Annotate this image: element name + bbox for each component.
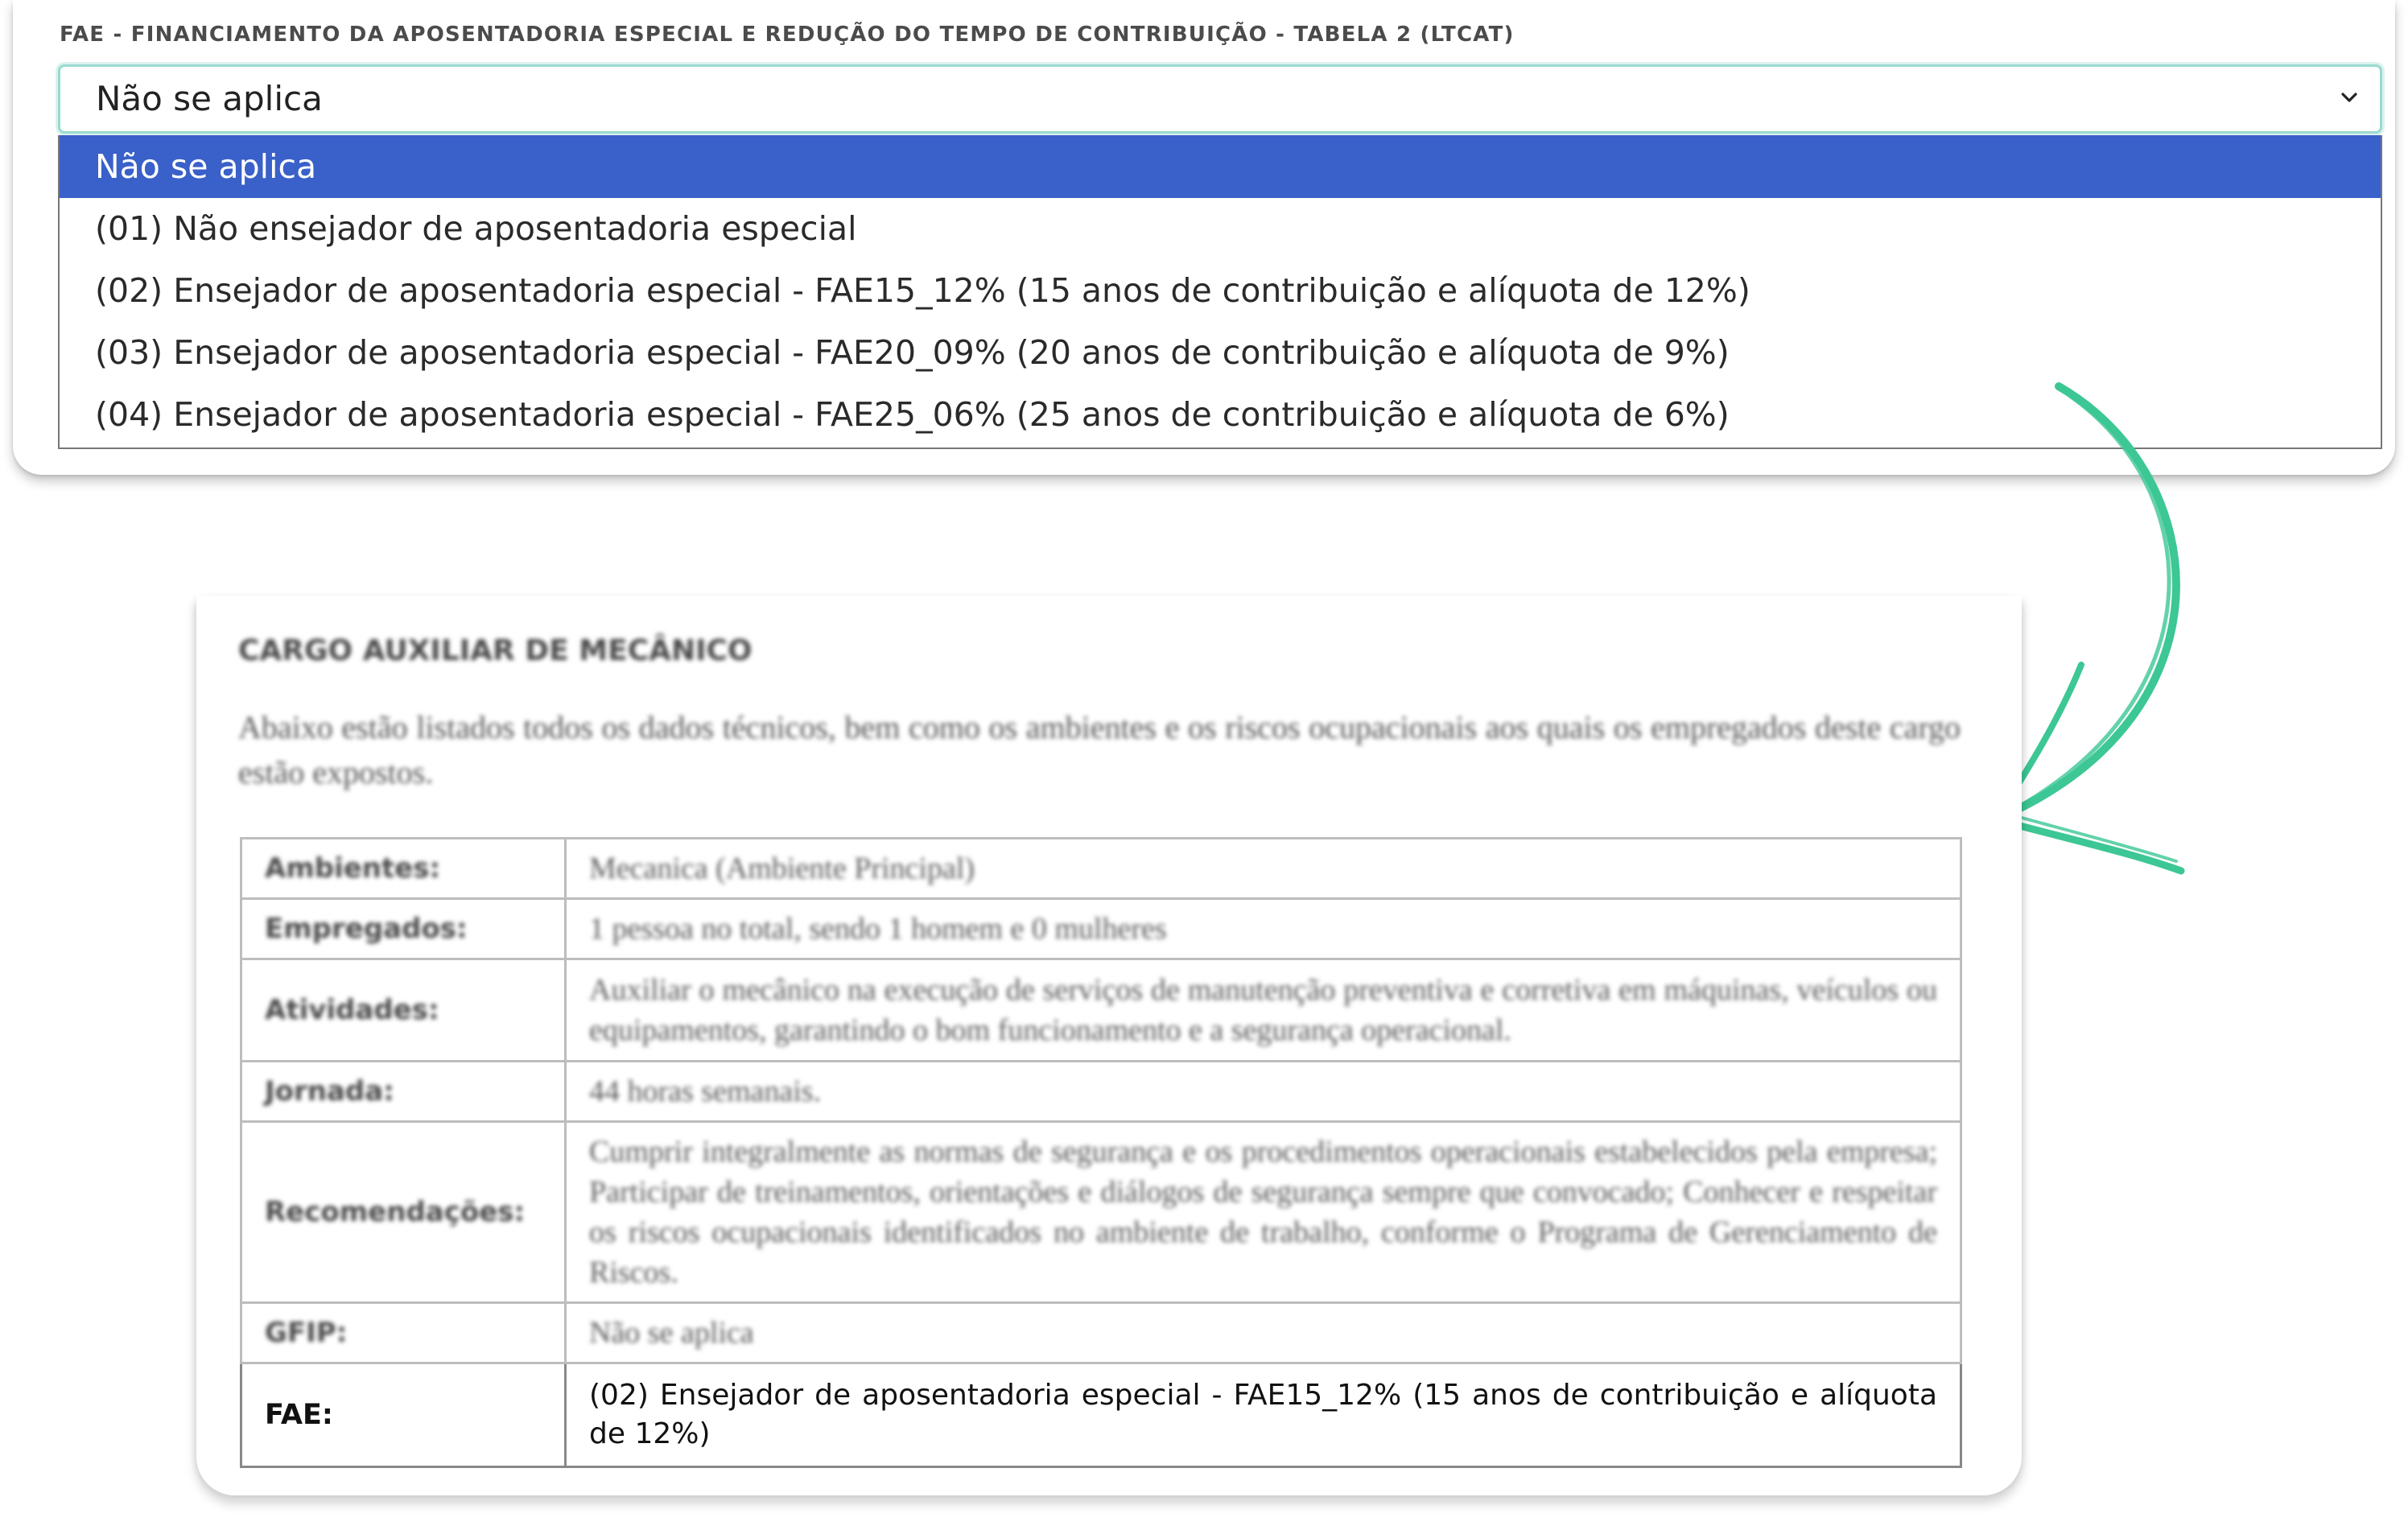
document-intro: Abaixo estão listados todos os dados técnicos, bem como os ambientes e os riscos ocupacionais aos quais os empregados deste cargo estão expostos. (238, 709, 1961, 790)
fae-row-label: FAE: (241, 1363, 566, 1467)
table-row (241, 1303, 1961, 1363)
row-value: Cumprir integralmente as normas de segurança e os procedimentos operacionais estabelecidos pela empresa; Participar de treinamentos, orientações e diálogos de segurança sempre que convocado; Conhecer e respeitar os riscos ocupacionais identificados no ambiente de trabalho, conforme o Programa de Gerenciamento de Riscos. (566, 1122, 1961, 1303)
row-label: GFIP: (241, 1303, 566, 1363)
table-row (241, 1062, 1961, 1122)
option-nao-se-aplica[interactable]: Não se aplica (60, 135, 2381, 198)
fae-row-value: (02) Ensejador de aposentadoria especial - FAE15_12% (15 anos de contribuição e alíquota de 12%) (566, 1363, 1961, 1467)
chevron-down-icon (2336, 85, 2362, 110)
document-title: CARGO AUXILIAR DE MECÂNICO (238, 634, 752, 667)
table-row (241, 1122, 1961, 1303)
row-value: 1 pessoa no total, sendo 1 homem e 0 mulheres (566, 899, 1961, 959)
fae-select-value: Não se aplica (96, 79, 323, 118)
option-04[interactable]: (04) Ensejador de aposentadoria especial - FAE25_06% (25 anos de contribuição e alíquota de 6%) (95, 395, 1730, 434)
fae-field-label: FAE - FINANCIAMENTO DA APOSENTADORIA ESPECIAL E REDUÇÃO DO TEMPO DE CONTRIBUIÇÃO - TABELA 2 (LTCAT) (60, 23, 1515, 47)
fae-select[interactable] (58, 64, 2382, 134)
table-row (241, 959, 1961, 1062)
row-value: Mecanica (Ambiente Principal) (566, 839, 1961, 899)
row-label: Empregados: (241, 899, 566, 959)
job-data-table (240, 837, 1962, 1468)
row-label: Atividades: (241, 959, 566, 1062)
option-02[interactable]: (02) Ensejador de aposentadoria especial - FAE15_12% (15 anos de contribuição e alíquota de 12%) (95, 271, 1750, 310)
table-row (241, 839, 1961, 899)
row-label: Ambientes: (241, 839, 566, 899)
option-01[interactable]: (01) Não ensejador de aposentadoria especial (95, 209, 857, 248)
table-row (241, 899, 1961, 959)
option-03[interactable]: (03) Ensejador de aposentadoria especial - FAE20_09% (20 anos de contribuição e alíquota de 9%) (95, 333, 1730, 372)
row-value: Auxiliar o mecânico na execução de serviços de manutenção preventiva e corretiva em máquinas, veículos ou equipamentos, garantindo o bom funcionamento e a segurança operacional. (566, 959, 1961, 1062)
row-label: Jornada: (241, 1062, 566, 1122)
fae-table-row (241, 1363, 1961, 1467)
row-label: Recomendações: (241, 1122, 566, 1303)
row-value: Não se aplica (566, 1303, 1961, 1363)
document-preview-card (196, 596, 2022, 1495)
row-value: 44 horas semanais. (566, 1062, 1961, 1122)
